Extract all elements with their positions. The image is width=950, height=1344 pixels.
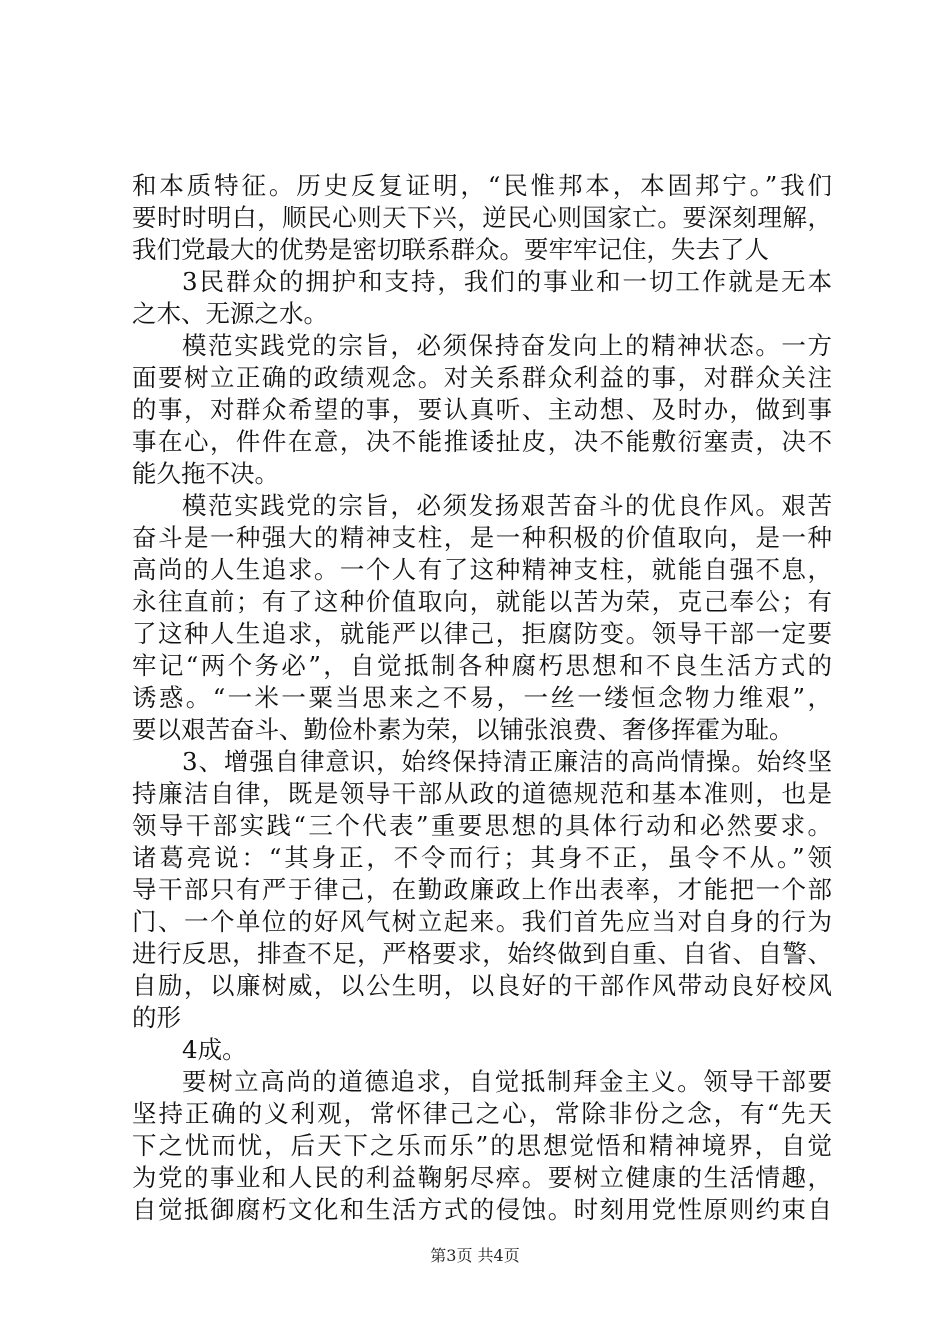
text-line: 3民群众的拥护和支持，我们的事业和一切工作就是无本	[182, 267, 832, 296]
text-line: 永往直前；有了这种价值取向，就能以苦为荣，克己奉公；有	[132, 587, 832, 616]
text-line: 的形	[132, 1003, 181, 1032]
text-line: 持廉洁自律，既是领导干部从政的道德规范和基本准则，也是	[132, 779, 832, 808]
text-line: 模范实践党的宗旨，必须保持奋发向上的精神状态。一方	[182, 331, 832, 360]
text-line: 门、一个单位的好风气树立起来。我们首先应当对自身的行为	[132, 907, 832, 936]
text-line: 和本质特征。历史反复证明，“民惟邦本，本固邦宁。”我们	[132, 171, 832, 200]
text-line: 我们党最大的优势是密切联系群众。要牢牢记住，失去了人	[132, 235, 769, 264]
text-line: 牢记“两个务必”，自觉抵制各种腐朽思想和不良生活方式的	[132, 651, 832, 680]
text-line: 坚持正确的义利观，常怀律己之心，常除非份之念，有“先天	[132, 1099, 832, 1128]
text-line: 诸葛亮说：“其身正，不令而行；其身不正，虽令不从。”领	[132, 843, 832, 872]
text-line: 下之忧而忧，后天下之乐而乐”的思想觉悟和精神境界，自觉	[132, 1131, 832, 1160]
text-line: 的事，对群众希望的事，要认真听、主动想、及时办，做到事	[132, 395, 832, 424]
text-line: 要时时明白，顺民心则天下兴，逆民心则国家亡。要深刻理解，	[132, 203, 832, 232]
text-line: 能久拖不决。	[132, 459, 279, 488]
text-line: 诱惑。“一米一粟当思来之不易，一丝一缕恒念物力维艰”，	[132, 683, 832, 712]
text-line: 要树立高尚的道德追求，自觉抵制拜金主义。领导干部要	[182, 1067, 832, 1096]
text-line: 为党的事业和人民的利益鞠躬尽瘁。要树立健康的生活情趣，	[132, 1163, 832, 1192]
text-line: 要以艰苦奋斗、勤俭朴素为荣，以铺张浪费、奢侈挥霍为耻。	[132, 715, 794, 744]
page-footer: 第3页 共4页	[430, 1246, 520, 1265]
text-line: 自觉抵御腐朽文化和生活方式的侵蚀。时刻用党性原则约束自	[132, 1195, 832, 1224]
text-line: 事在心，件件在意，决不能推诿扯皮，决不能敷衍塞责，决不	[132, 427, 832, 456]
text-line: 导干部只有严于律己，在勤政廉政上作出表率，才能把一个部	[132, 875, 832, 904]
text-line: 领导干部实践“三个代表”重要思想的具体行动和必然要求。	[132, 811, 832, 840]
text-line: 自励，以廉树威，以公生明，以良好的干部作风带动良好校风	[132, 971, 832, 1000]
text-line: 奋斗是一种强大的精神支柱，是一种积极的价值取向，是一种	[132, 523, 832, 552]
text-line: 3、增强自律意识，始终保持清正廉洁的高尚情操。始终坚	[182, 747, 832, 776]
text-line: 高尚的人生追求。一个人有了这种精神支柱，就能自强不息，	[132, 555, 832, 584]
text-line: 模范实践党的宗旨，必须发扬艰苦奋斗的优良作风。艰苦	[182, 491, 832, 520]
text-line: 进行反思，排查不足，严格要求，始终做到自重、自省、自警、	[132, 939, 832, 968]
text-line: 了这种人生追求，就能严以律己，拒腐防变。领导干部一定要	[132, 619, 832, 648]
text-line: 面要树立正确的政绩观念。对关系群众利益的事，对群众关注	[132, 363, 832, 392]
text-line: 之木、无源之水。	[132, 299, 328, 328]
text-line: 4成。	[182, 1035, 247, 1064]
